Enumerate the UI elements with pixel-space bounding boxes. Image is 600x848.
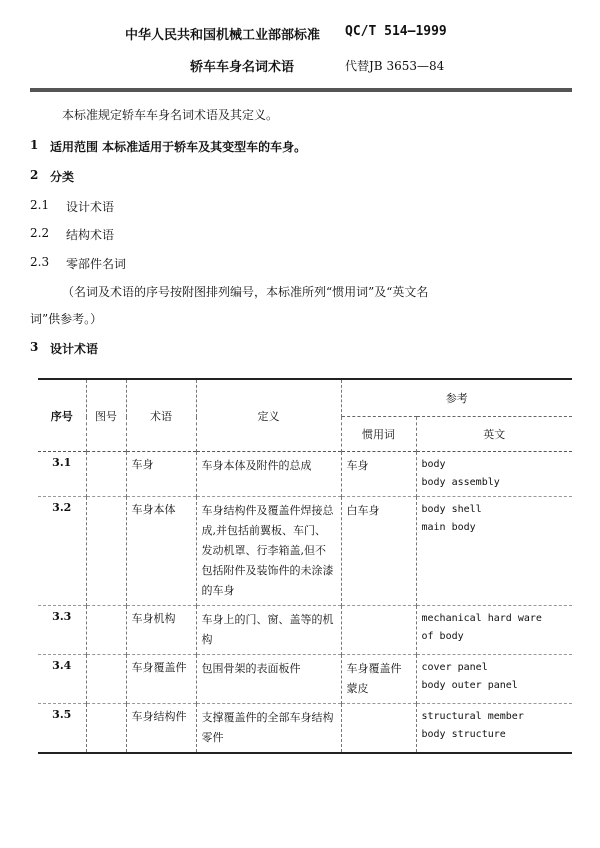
table-row	[38, 497, 572, 606]
note-line-2: 词”供参考。）	[30, 312, 103, 326]
cell-fig	[86, 497, 126, 606]
note-line-1: （名词及术语的序号按附图排列编号，本标准所列“惯用词”及“英文名	[62, 285, 429, 299]
cell-no: 3.5	[52, 708, 72, 721]
header-rule	[30, 88, 572, 92]
cell-definition: 车身结构件及覆盖件焊接总成,并包括前翼板、车门、发动机罩、行李箱盖,但不包括附件及装饰件的未涂漆的车身	[196, 497, 341, 606]
section-1-text: 适用范围 本标准适用于轿车及其变型车的车身。	[50, 140, 307, 154]
english-term: body	[421, 459, 446, 470]
cell-no: 3.3	[52, 610, 72, 623]
cell-common: 白车身	[341, 497, 416, 606]
english-term: body assembly	[421, 477, 500, 488]
cell-term: 车身本体	[126, 497, 196, 606]
english-term: main body	[421, 522, 476, 533]
cell-no: 3.4	[52, 659, 72, 672]
header-common: 惯用词	[341, 417, 416, 452]
table-row	[38, 606, 572, 655]
table-row	[38, 704, 572, 754]
section-2-1-text: 设计术语	[66, 200, 115, 214]
cell-common	[341, 704, 416, 754]
table-row	[38, 655, 572, 704]
header-reference: 参考	[341, 379, 572, 417]
header-english: 英文	[416, 417, 572, 452]
cell-no: 3.2	[52, 501, 72, 514]
cell-term: 车身机构	[126, 606, 196, 655]
section-3-num: 3	[30, 340, 39, 354]
cell-english	[416, 606, 572, 655]
cell-term: 车身	[126, 452, 196, 497]
cell-fig	[86, 606, 126, 655]
intro-text: 本标准规定轿车车身名词术语及其定义。	[62, 108, 279, 122]
standard-subtitle: 轿车车身名词术语	[190, 60, 295, 75]
english-term: body structure	[421, 729, 506, 740]
cell-common: 车身	[341, 452, 416, 497]
cell-no: 3.1	[52, 456, 72, 469]
section-2-2-num: 2.2	[30, 226, 50, 240]
section-2-3-num: 2.3	[30, 255, 50, 269]
section-1-num: 1	[30, 138, 39, 152]
table-row	[38, 452, 572, 497]
section-3-text: 设计术语	[50, 342, 99, 356]
header-definition: 定义	[196, 379, 341, 452]
terms-table	[38, 378, 572, 754]
cell-definition: 支撑覆盖件的全部车身结构零件	[196, 704, 341, 754]
section-2-3-text: 零部件名词	[66, 257, 127, 271]
section-2-1-num: 2.1	[30, 198, 50, 212]
english-term: body shell	[421, 504, 482, 515]
english-term: structural member	[421, 711, 524, 722]
english-term: cover panel	[421, 662, 488, 673]
cell-definition: 包围骨架的表面板件	[196, 655, 341, 704]
cell-english	[416, 655, 572, 704]
replaces-note: 代替JB 3653—84	[345, 59, 445, 73]
standard-code: QC/T 514—1999	[345, 24, 447, 39]
cell-english	[416, 452, 572, 497]
cell-definition: 车身上的门、窗、盖等的机构	[196, 606, 341, 655]
section-2-text: 分类	[50, 170, 75, 184]
cell-fig	[86, 704, 126, 754]
cell-definition: 车身本体及附件的总成	[196, 452, 341, 497]
english-term: mechanical hard ware	[421, 613, 542, 624]
cell-english	[416, 497, 572, 606]
english-term: body outer panel	[421, 680, 518, 691]
header-term: 术语	[126, 379, 196, 452]
cell-english	[416, 704, 572, 754]
section-2-num: 2	[30, 168, 39, 182]
header-fig: 图号	[86, 379, 126, 452]
cell-term: 车身覆盖件	[126, 655, 196, 704]
cell-fig	[86, 452, 126, 497]
header-no: 序号	[50, 409, 73, 423]
english-term: of body	[421, 631, 464, 642]
cell-term: 车身结构件	[126, 704, 196, 754]
standard-title: 中华人民共和国机械工业部部标准	[125, 28, 321, 43]
cell-fig	[86, 655, 126, 704]
cell-common	[341, 606, 416, 655]
cell-common: 车身覆盖件蒙皮	[341, 655, 416, 704]
section-2-2-text: 结构术语	[66, 228, 115, 242]
